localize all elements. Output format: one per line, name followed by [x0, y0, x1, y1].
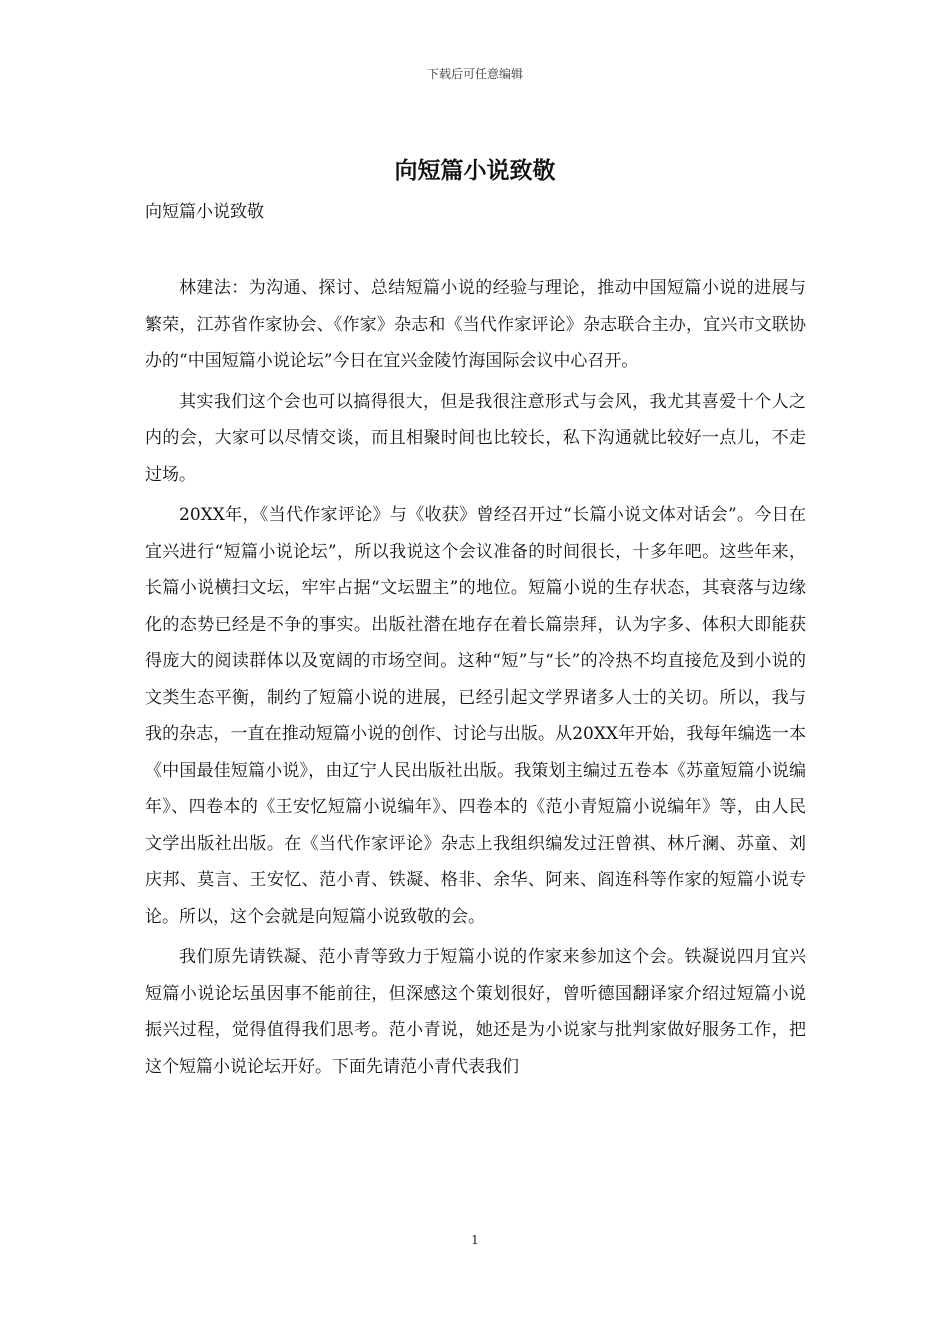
header-note: 下载后可任意编辑 — [426, 67, 523, 81]
paragraph: 20XX年，《当代作家评论》与《收获》曾经召开过“长篇小说文体对话会”。今日在宜兴进行“短篇小说论坛”，所以我说这个会议准备的时间很长，十多年吧。这些年来，长篇小说横扫文坛，牢牢占据“文坛盟主”的地位。短篇小说的生存状态，其衰落与边缘化的态势已经是不争的事实。出版社潜在地存在着长篇崇拜，认为字多、体积大即能获得庞大的阅读群体以及宽阔的市场空间。这种“短”与“长”的冷热不均直接危及到小说的文类生态平衡，制约了短篇小说的进展，已经引起文学界诸多人士的关切。所以，我与我的杂志，一直在推动短篇小说的创作、讨论与出版。从20XX年开始，我每年编选一本《中国最佳短篇小说》，由辽宁人民出版社出版。我策划主编过五卷本《苏童短篇小说编年》、四卷本的《王安忆短篇小说编年》、四卷本的《范小青短篇小说编年》等，由人民文学出版社出版。在《当代作家评论》杂志上我组织编发过汪曾祺、林斤澜、苏童、刘庆邦、莫言、王安忆、范小青、铁凝、格非、余华、阿来、阎连科等作家的短篇小说专论。所以，这个会就是向短篇小说致敬的会。 — [145, 505, 806, 927]
body-text — [145, 270, 806, 1089]
paragraph: 林建法：为沟通、探讨、总结短篇小说的经验与理论，推动中国短篇小说的进展与繁荣，江苏省作家协会、《作家》杂志和《当代作家评论》杂志联合主办，宜兴市文联协办的“中国短篇小说论坛”今日在宜兴金陵竹海国际会议中心召开。 — [145, 278, 806, 371]
page-number: 1 — [471, 1233, 479, 1247]
document-subtitle: 向短篇小说致敬 — [145, 202, 264, 222]
document-title: 向短篇小说致敬 — [394, 157, 556, 184]
paragraph: 我们原先请铁凝、范小青等致力于短篇小说的作家来参加这个会。铁凝说四月宜兴短篇小说论坛虽因事不能前往，但深感这个策划很好，曾听德国翻译家介绍过短篇小说振兴过程，觉得值得我们思考。范小青说，她还是为小说家与批判家做好服务工作，把这个短篇小说论坛开好。下面先请范小青代表我们 — [145, 947, 806, 1077]
paragraph: 其实我们这个会也可以搞得很大，但是我很注意形式与会风，我尤其喜爱十个人之内的会，大家可以尽情交谈，而且相聚时间也比较长，私下沟通就比较好一点儿，不走过场。 — [145, 391, 806, 485]
